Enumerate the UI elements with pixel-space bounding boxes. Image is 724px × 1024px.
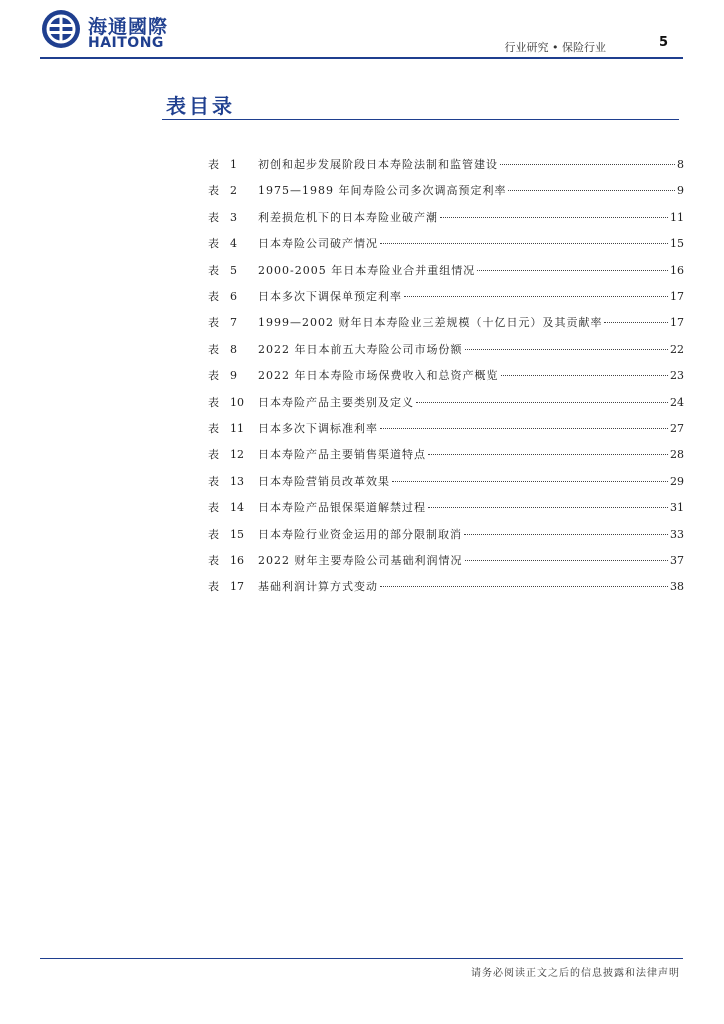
- toc-entry-title: 日本寿险产品主要类别及定义: [258, 395, 414, 409]
- toc-entry[interactable]: [208, 288, 684, 310]
- toc-entry-prefix: 表: [208, 527, 221, 541]
- toc-entry-title: 1999—2002 财年日本寿险业三差规模（十亿日元）及其贡献率: [258, 316, 603, 330]
- toc-entry-number: 2: [230, 184, 237, 198]
- page-number: 5: [658, 35, 668, 50]
- toc-entry-number: 11: [230, 422, 244, 435]
- toc-entry-title: 2022 财年主要寿险公司基础利润情况: [258, 554, 463, 567]
- toc-leader-dots: [477, 270, 668, 271]
- toc-entry-prefix: 表: [208, 158, 221, 171]
- logo-text-cn: 海通國際: [88, 16, 169, 38]
- toc-leader-dots: [428, 454, 668, 455]
- toc-entry-title: 日本寿险营销员改革效果: [258, 474, 390, 488]
- toc-entry-prefix: 表: [208, 474, 221, 488]
- toc-leader-dots: [380, 428, 668, 429]
- toc-entry-number: 3: [230, 210, 237, 224]
- title-divider: [162, 119, 679, 120]
- toc-entry-number: 14: [230, 501, 244, 515]
- toc-entry-title: 利差损危机下的日本寿险业破产潮: [258, 210, 438, 224]
- toc-entry-page: 29: [670, 474, 684, 488]
- haitong-logo: [40, 8, 180, 52]
- toc-entry[interactable]: [208, 341, 684, 363]
- toc-entry-number: 16: [230, 554, 244, 567]
- toc-entry-prefix: 表: [208, 263, 221, 277]
- toc-entry-number: 4: [230, 237, 237, 251]
- header-category: 行业研究 • 保险行业: [504, 41, 606, 54]
- toc-leader-dots: [508, 190, 675, 191]
- toc-entry-number: 8: [230, 342, 237, 356]
- toc-entry-title: 1975—1989 年间寿险公司多次调高预定利率: [258, 184, 507, 198]
- toc-entry-prefix: 表: [208, 342, 221, 356]
- toc-entry-number: 13: [230, 474, 244, 488]
- toc-entry-page: 9: [677, 184, 684, 198]
- toc-entry[interactable]: [208, 446, 684, 468]
- toc-entry-title: 2022 年日本前五大寿险公司市场份额: [258, 342, 463, 356]
- toc-entry-title: 日本寿险产品主要销售渠道特点: [258, 448, 426, 462]
- toc-entry[interactable]: [208, 367, 684, 389]
- toc-entry-number: 15: [230, 527, 244, 541]
- toc-entry[interactable]: [208, 420, 684, 442]
- toc-entry-prefix: 表: [208, 316, 221, 330]
- toc-entry-prefix: 表: [208, 580, 221, 594]
- toc-leader-dots: [501, 375, 669, 376]
- toc-entry[interactable]: [208, 552, 684, 574]
- toc-entry-prefix: 表: [208, 290, 221, 303]
- header-divider: [40, 57, 683, 59]
- toc-entry-title: 初创和起步发展阶段日本寿险法制和监管建设: [258, 158, 498, 171]
- toc-entry[interactable]: [208, 262, 684, 284]
- toc-entry-prefix: 表: [208, 184, 221, 198]
- toc-leader-dots: [380, 586, 668, 587]
- toc-entry-title: 2022 年日本寿险市场保费收入和总资产概览: [258, 369, 499, 383]
- toc-entry-page: 16: [670, 263, 684, 277]
- toc-leader-dots: [416, 402, 668, 403]
- toc-entry[interactable]: [208, 182, 684, 204]
- toc-entry-prefix: 表: [208, 501, 221, 515]
- toc-entry-title: 日本寿险产品银保渠道解禁过程: [258, 501, 426, 515]
- toc-entry[interactable]: [208, 473, 684, 495]
- toc-entry-page: 22: [670, 342, 684, 356]
- toc-leader-dots: [440, 217, 668, 218]
- footer-divider: [40, 958, 683, 959]
- toc-entry-page: 31: [670, 501, 684, 515]
- toc-entry[interactable]: [208, 156, 684, 178]
- toc-entry-prefix: 表: [208, 369, 221, 383]
- page-title: 表目录: [166, 94, 235, 118]
- toc-entry-title: 日本寿险公司破产情况: [258, 237, 378, 251]
- toc-entry[interactable]: [208, 499, 684, 521]
- toc-entry[interactable]: [208, 526, 684, 548]
- toc-leader-dots: [464, 534, 668, 535]
- toc-entry-page: 28: [670, 448, 684, 462]
- toc-entry-title: 2000-2005 年日本寿险业合并重组情况: [258, 263, 476, 277]
- toc-entry[interactable]: [208, 578, 684, 600]
- toc-entry-page: 27: [670, 422, 684, 435]
- toc-leader-dots: [404, 296, 668, 297]
- toc-entry-number: 5: [230, 263, 237, 277]
- toc-entry-title: 日本多次下调标准利率: [258, 422, 378, 435]
- toc-entry-number: 9: [230, 369, 237, 383]
- toc-entry-number: 10: [230, 395, 244, 409]
- toc-entry-page: 17: [670, 290, 684, 303]
- toc-entry-title: 日本寿险行业资金运用的部分限制取消: [258, 527, 462, 541]
- toc-entry[interactable]: [208, 394, 684, 416]
- toc-entry-prefix: 表: [208, 210, 221, 224]
- toc-entry-page: 38: [670, 580, 684, 594]
- toc-entry-prefix: 表: [208, 448, 221, 462]
- toc-entry-page: 17: [670, 316, 684, 330]
- toc-entry-title: 日本多次下调保单预定利率: [258, 290, 402, 303]
- toc-entry-page: 11: [670, 210, 684, 224]
- logo-text-en: HAITONG: [88, 35, 164, 51]
- toc-leader-dots: [380, 243, 668, 244]
- toc-leader-dots: [604, 322, 668, 323]
- toc-entry-page: 15: [670, 237, 684, 251]
- toc-entry-page: 24: [670, 395, 684, 409]
- toc-leader-dots: [465, 349, 669, 350]
- toc-entry[interactable]: [208, 235, 684, 257]
- toc-entry-prefix: 表: [208, 554, 221, 567]
- toc-entry-number: 1: [230, 158, 237, 171]
- toc-entry-number: 12: [230, 448, 244, 462]
- toc-leader-dots: [500, 164, 675, 165]
- toc-entry-page: 33: [670, 527, 684, 541]
- toc-entry-page: 37: [670, 554, 684, 567]
- toc-entry-number: 17: [230, 580, 244, 594]
- toc-leader-dots: [392, 481, 668, 482]
- toc-entry-page: 23: [670, 369, 684, 383]
- toc-entry-page: 8: [677, 158, 684, 171]
- haitong-logo-icon: [40, 8, 82, 50]
- toc-leader-dots: [428, 507, 668, 508]
- toc-entry-prefix: 表: [208, 237, 221, 251]
- toc-entry-number: 7: [230, 316, 237, 330]
- toc-entry-prefix: 表: [208, 395, 221, 409]
- toc-entry-number: 6: [230, 290, 237, 303]
- toc-leader-dots: [465, 560, 669, 561]
- toc-entry-title: 基础利润计算方式变动: [258, 580, 378, 594]
- toc-entry-prefix: 表: [208, 422, 221, 435]
- toc-entry[interactable]: [208, 314, 684, 336]
- toc-entry[interactable]: [208, 209, 684, 231]
- footer-disclaimer: 请务必阅读正文之后的信息披露和法律声明: [471, 968, 680, 979]
